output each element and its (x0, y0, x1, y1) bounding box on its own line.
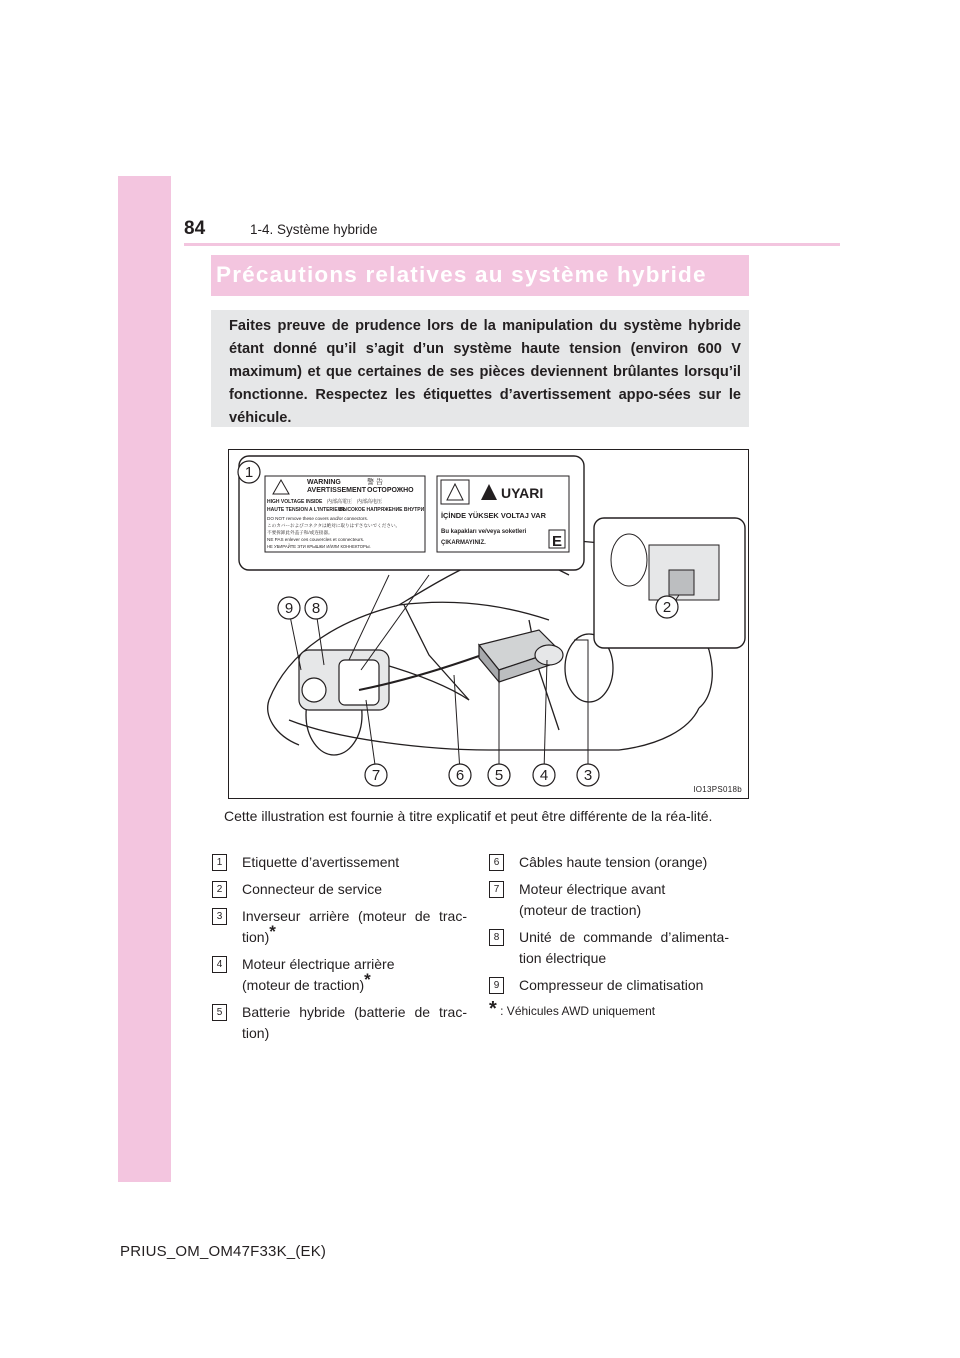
page-number: 84 (184, 218, 206, 239)
label-warning: WARNING (307, 479, 341, 486)
header-rule (184, 243, 840, 246)
legend-item-5 (212, 1002, 467, 1044)
label-warning-cjk: 警 告 (367, 479, 383, 486)
legend-text (519, 975, 729, 996)
legend-label: Inverseur arrière (moteur de trac-tion) (242, 908, 467, 945)
legend-number-box: 4 (212, 956, 227, 973)
legend-text (242, 1002, 467, 1044)
legend-asterisk: * (364, 970, 371, 989)
legend-number-box: 1 (212, 854, 227, 871)
legend-item-6 (489, 852, 729, 873)
legend-label: Etiquette d’avertissement (242, 854, 400, 870)
legend-text (519, 852, 729, 873)
hybrid-system-illustration (228, 449, 749, 799)
callout-5: 5 (494, 767, 504, 784)
callout-8: 8 (311, 600, 321, 617)
label-row1c: 内部高电压 (357, 499, 383, 505)
side-tab-strip (118, 176, 171, 1182)
label-tr-line1: İÇİNDE YÜKSEK VOLTAJ VAR (441, 511, 546, 520)
footnote-asterisk: * (489, 998, 497, 1020)
legend-number-box: 8 (489, 929, 504, 946)
battery-drawing (479, 630, 563, 682)
footer-doc-id: PRIUS_OM_OM47F33K_(EK) (120, 1243, 327, 1260)
label-line1: DO NOT remove these covers and/or connectors. (267, 516, 369, 521)
legend-label: Compresseur de climatisation (519, 977, 704, 993)
legend-label: Connecteur de service (242, 881, 383, 897)
legend-item-1 (212, 852, 467, 873)
callout-2: 2 (662, 599, 672, 616)
legend-number-box: 5 (212, 1004, 227, 1021)
label-line5: НЕ УБИРАЙТЕ ЭТИ КРЫШКИ И/ИЛИ КОННЕКТОРЫ. (267, 544, 371, 549)
figure-caption: Cette illustration est fournie à titre explicatif et peut être différente de la réa-lité. (224, 808, 713, 824)
label-row1b: 内部高電圧 (327, 499, 353, 505)
legend-label: Unité de commande d’alimenta-tion électrique (519, 929, 729, 966)
legend-label: Moteur électrique avant (moteur de traction) (519, 881, 666, 918)
label-tr-letter: E (552, 533, 563, 550)
callout-6: 6 (455, 767, 465, 784)
legend-item-7 (489, 879, 729, 921)
callout-7: 7 (371, 767, 381, 784)
legend-asterisk: * (269, 922, 276, 941)
legend-item-8 (489, 927, 729, 969)
legend-number-box: 2 (212, 881, 227, 898)
intro-text: Faites preuve de prudence lors de la manipulation du système hybride étant donné qu’il s’agit d’un système haute tension (environ 600 V maximum) et que certaines de ses pièces deviennent brûlantes lorsqu’il fonctionne. Respectez les étiquettes d’avertissement appo-sées sur le véhicule. (229, 318, 741, 426)
callout-1: 1 (244, 464, 254, 481)
legend-number-box: 6 (489, 854, 504, 871)
legend-text (242, 852, 467, 873)
legend-text (242, 954, 467, 996)
footnote-text: : Véhicules AWD uniquement (500, 1004, 656, 1018)
legend-item-3 (212, 906, 467, 948)
callout-3: 3 (583, 767, 593, 784)
label-row2b: ВЫСОКОЕ НАПРЯЖЕНИЕ ВНУТРИ (339, 507, 425, 513)
legend-number-box: 3 (212, 908, 227, 925)
label-line2: このカバーおよびコネクタは絶対に取りはずさないでください。 (267, 523, 401, 528)
legend-item-9 (489, 975, 729, 996)
legend-label: Câbles haute tension (orange) (519, 854, 708, 870)
legend-label: Batterie hybride (batterie de trac-tion) (242, 1004, 467, 1041)
legend-label: Moteur électrique arrière (moteur de traction) (242, 956, 395, 993)
legend-number-box: 9 (489, 977, 504, 994)
label-row2a: HAUTE TENSION A L’INTERIEUR (267, 507, 345, 513)
label-row1a: HIGH VOLTAGE INSIDE (267, 499, 323, 505)
label-tr-line2: Bu kapakları ve/veya soketleri (441, 529, 527, 535)
label-avertissement: AVERTISSEMENT (307, 487, 366, 494)
label-line3: 不要拆卸此外盖子和/或连接器。 (267, 530, 333, 535)
legend-text (519, 879, 729, 921)
figure-code: IO13PS018b (693, 785, 742, 794)
legend-text (519, 927, 729, 969)
page-title: Précautions relatives au système hybride (216, 262, 707, 287)
engine-drawing (299, 650, 389, 710)
footnote (489, 998, 729, 1020)
label-tr-line3: ÇIKARMAYINIZ. (441, 540, 486, 546)
service-connector-inset (594, 518, 745, 648)
callout-9: 9 (284, 600, 294, 617)
legend-item-2 (212, 879, 467, 900)
callout-4: 4 (539, 767, 549, 784)
legend-item-4 (212, 954, 467, 996)
legend-left-column (212, 852, 467, 1050)
legend-text (242, 906, 467, 948)
legend-number-box: 7 (489, 881, 504, 898)
label-line4: NE PAS enlever ces couvercles et connecteurs. (267, 537, 365, 542)
section-label: 1-4. Système hybride (250, 222, 378, 237)
label-ostorozhno: ОСТОРОЖНО (367, 487, 414, 494)
legend-text (242, 879, 467, 900)
legend-right-column (489, 852, 729, 1020)
label-uyari: UYARI (501, 485, 544, 501)
